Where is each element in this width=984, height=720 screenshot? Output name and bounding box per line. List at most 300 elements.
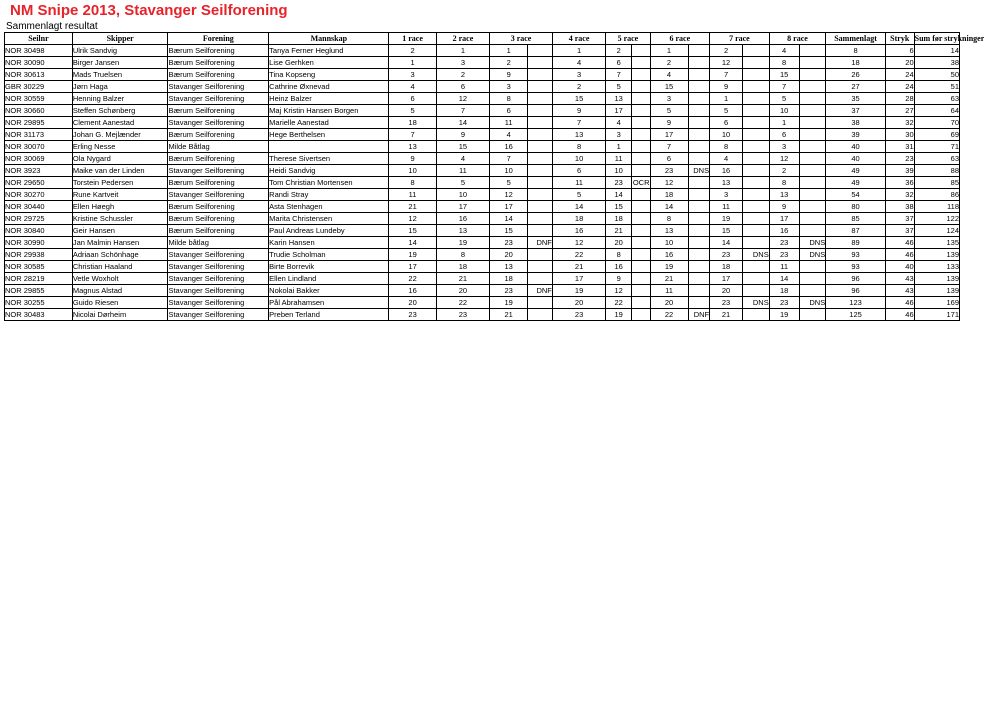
cell-race-7: 14 xyxy=(710,237,743,249)
cell-race-5-code xyxy=(632,297,651,309)
cell-sammenlagt: 39 xyxy=(826,129,886,141)
cell-race-5-code xyxy=(632,309,651,321)
cell-race-1: 11 xyxy=(389,189,436,201)
cell-race-3: 9 xyxy=(490,69,528,81)
cell-race-3-code xyxy=(528,57,553,69)
cell-race-6-code: DNF xyxy=(688,309,710,321)
cell-race-7: 11 xyxy=(710,201,743,213)
cell-forening: Milde båtlag xyxy=(168,237,269,249)
table-row xyxy=(5,129,960,141)
cell-sum-for-strykninger: 124 xyxy=(914,225,959,237)
cell-race-3-code xyxy=(528,177,553,189)
cell-race-5: 18 xyxy=(606,213,632,225)
cell-race-4: 16 xyxy=(552,225,605,237)
cell-race-2: 12 xyxy=(436,93,489,105)
cell-race-3-code xyxy=(528,81,553,93)
cell-race-4: 15 xyxy=(552,93,605,105)
cell-skipper: Christian Haaland xyxy=(72,261,168,273)
cell-race-7-code xyxy=(743,237,770,249)
cell-stryk: 40 xyxy=(885,261,914,273)
cell-race-5: 1 xyxy=(606,141,632,153)
cell-race-7-code xyxy=(743,57,770,69)
cell-race-8-code xyxy=(799,141,826,153)
cell-stryk: 37 xyxy=(885,225,914,237)
cell-race-7-code xyxy=(743,309,770,321)
cell-mannskap: Ellen Lindland xyxy=(269,273,389,285)
cell-race-6-code xyxy=(688,201,710,213)
cell-stryk: 46 xyxy=(885,297,914,309)
cell-race-4: 8 xyxy=(552,141,605,153)
cell-skipper: Magnus Alstad xyxy=(72,285,168,297)
cell-race-3-code xyxy=(528,93,553,105)
cell-sum-for-strykninger: 139 xyxy=(914,273,959,285)
cell-race-3-code xyxy=(528,273,553,285)
cell-race-6: 9 xyxy=(650,117,688,129)
cell-skipper: Henning Balzer xyxy=(72,93,168,105)
cell-race-3-code xyxy=(528,117,553,129)
cell-mannskap: Hege Berthelsen xyxy=(269,129,389,141)
cell-race-8: 23 xyxy=(769,249,799,261)
table-row xyxy=(5,309,960,321)
cell-race-7: 10 xyxy=(710,129,743,141)
cell-race-4: 18 xyxy=(552,213,605,225)
cell-forening: Stavanger Seilforening xyxy=(168,93,269,105)
col-header-sammenlagt: Sammenlagt xyxy=(826,33,886,45)
cell-race-7-code xyxy=(743,285,770,297)
cell-seilnr: NOR 29895 xyxy=(5,117,73,129)
cell-race-7: 16 xyxy=(710,165,743,177)
cell-race-7: 23 xyxy=(710,297,743,309)
cell-race-5: 22 xyxy=(606,297,632,309)
cell-race-8: 16 xyxy=(769,225,799,237)
cell-forening: Stavanger Seilforening xyxy=(168,189,269,201)
cell-race-2: 18 xyxy=(436,261,489,273)
cell-forening: Stavanger Seilforening xyxy=(168,117,269,129)
cell-race-1: 8 xyxy=(389,177,436,189)
cell-race-6: 1 xyxy=(650,45,688,57)
cell-race-8-code xyxy=(799,189,826,201)
cell-race-3: 11 xyxy=(490,117,528,129)
cell-sammenlagt: 8 xyxy=(826,45,886,57)
cell-race-1: 5 xyxy=(389,105,436,117)
cell-race-6: 10 xyxy=(650,237,688,249)
table-row xyxy=(5,297,960,309)
cell-forening: Bærum Seilforening xyxy=(168,213,269,225)
cell-race-6-code xyxy=(688,45,710,57)
table-row xyxy=(5,45,960,57)
cell-race-6-code xyxy=(688,213,710,225)
cell-race-7: 2 xyxy=(710,45,743,57)
cell-race-7: 20 xyxy=(710,285,743,297)
cell-seilnr: NOR 30070 xyxy=(5,141,73,153)
cell-race-6: 14 xyxy=(650,201,688,213)
cell-stryk: 43 xyxy=(885,285,914,297)
cell-race-2: 1 xyxy=(436,45,489,57)
cell-race-3: 7 xyxy=(490,153,528,165)
cell-race-5: 7 xyxy=(606,69,632,81)
cell-race-5: 13 xyxy=(606,93,632,105)
cell-race-1: 17 xyxy=(389,261,436,273)
cell-sum-for-strykninger: 118 xyxy=(914,201,959,213)
cell-race-2: 5 xyxy=(436,177,489,189)
cell-race-6: 11 xyxy=(650,285,688,297)
cell-race-7: 19 xyxy=(710,213,743,225)
page-subtitle: Sammenlagt resultat xyxy=(6,21,98,32)
cell-race-7-code xyxy=(743,45,770,57)
cell-sum-for-strykninger: 139 xyxy=(914,285,959,297)
cell-mannskap: Birte Borrevik xyxy=(269,261,389,273)
cell-sum-for-strykninger: 69 xyxy=(914,129,959,141)
cell-race-7: 18 xyxy=(710,261,743,273)
cell-seilnr: NOR 30270 xyxy=(5,189,73,201)
cell-race-5: 19 xyxy=(606,309,632,321)
cell-race-6: 5 xyxy=(650,105,688,117)
cell-sammenlagt: 40 xyxy=(826,141,886,153)
cell-sum-for-strykninger: 133 xyxy=(914,261,959,273)
col-header-sum-for-strykninger: Sum før strykninger xyxy=(914,34,984,43)
cell-race-5-code xyxy=(632,273,651,285)
cell-race-6-code xyxy=(688,273,710,285)
cell-race-8: 14 xyxy=(769,273,799,285)
table-row xyxy=(5,117,960,129)
cell-race-6: 6 xyxy=(650,153,688,165)
cell-sum-for-strykninger: 14 xyxy=(914,45,959,57)
cell-seilnr: NOR 30483 xyxy=(5,309,73,321)
cell-mannskap: Therese Sivertsen xyxy=(269,153,389,165)
cell-sammenlagt: 93 xyxy=(826,261,886,273)
cell-race-5-code: OCR xyxy=(632,178,650,187)
cell-race-7-code xyxy=(743,177,770,189)
cell-race-8-code xyxy=(799,225,826,237)
cell-race-5: 6 xyxy=(606,57,632,69)
cell-skipper: Geir Hansen xyxy=(72,225,168,237)
cell-forening: Bærum Seilforening xyxy=(168,57,269,69)
cell-mannskap: Tom Christian Mortensen xyxy=(269,177,389,189)
cell-race-8-code xyxy=(799,117,826,129)
cell-skipper: Mads Truelsen xyxy=(72,69,168,81)
cell-race-8: 2 xyxy=(769,165,799,177)
cell-race-4: 19 xyxy=(552,285,605,297)
cell-race-8: 15 xyxy=(769,69,799,81)
cell-race-1: 6 xyxy=(389,93,436,105)
cell-stryk: 20 xyxy=(885,57,914,69)
cell-race-7-code xyxy=(743,129,770,141)
cell-race-5: 8 xyxy=(606,249,632,261)
cell-race-3-code xyxy=(528,165,553,177)
cell-race-8-code xyxy=(799,201,826,213)
cell-race-5-code xyxy=(632,57,651,69)
cell-race-6: 16 xyxy=(650,249,688,261)
cell-race-1: 21 xyxy=(389,201,436,213)
col-header-race-5: 5 race xyxy=(606,33,650,45)
cell-sammenlagt: 96 xyxy=(826,273,886,285)
cell-race-7: 23 xyxy=(710,249,743,261)
cell-skipper: Rune Kartveit xyxy=(72,189,168,201)
cell-skipper: Ola Nygard xyxy=(72,153,168,165)
cell-race-6: 8 xyxy=(650,213,688,225)
cell-skipper: Ellen Høegh xyxy=(72,201,168,213)
cell-sum-for-strykninger: 63 xyxy=(914,153,959,165)
cell-race-1: 16 xyxy=(389,285,436,297)
cell-sammenlagt: 87 xyxy=(826,225,886,237)
cell-race-6: 3 xyxy=(650,93,688,105)
cell-race-3: 3 xyxy=(490,81,528,93)
table-row xyxy=(5,153,960,165)
cell-sum-for-strykninger: 70 xyxy=(914,117,959,129)
cell-seilnr: NOR 29855 xyxy=(5,285,73,297)
cell-race-6: 19 xyxy=(650,261,688,273)
table-row xyxy=(5,177,960,189)
cell-race-4: 10 xyxy=(552,153,605,165)
cell-sum-for-strykninger: 171 xyxy=(914,309,959,321)
cell-stryk: 36 xyxy=(885,177,914,189)
cell-forening: Milde Båtlag xyxy=(168,141,269,153)
cell-race-5-code xyxy=(632,129,651,141)
cell-race-2: 21 xyxy=(436,273,489,285)
cell-forening: Stavanger Seilforening xyxy=(168,165,269,177)
table-row xyxy=(5,141,960,153)
cell-race-5: 15 xyxy=(606,201,632,213)
cell-sammenlagt: 80 xyxy=(826,201,886,213)
cell-race-4: 20 xyxy=(552,297,605,309)
cell-race-3: 2 xyxy=(490,57,528,69)
cell-race-3: 5 xyxy=(490,177,528,189)
cell-stryk: 24 xyxy=(885,69,914,81)
cell-mannskap: Paul Andreas Lundeby xyxy=(269,225,389,237)
table-row xyxy=(5,249,960,261)
cell-seilnr: NOR 31173 xyxy=(5,129,73,141)
cell-race-6-code xyxy=(688,129,710,141)
cell-race-5: 20 xyxy=(606,237,632,249)
cell-sum-for-strykninger: 38 xyxy=(914,57,959,69)
cell-race-7-code: DNS xyxy=(743,297,770,309)
cell-mannskap: Heidi Sandvig xyxy=(269,165,389,177)
cell-sammenlagt: 35 xyxy=(826,93,886,105)
cell-sammenlagt: 123 xyxy=(826,297,886,309)
cell-race-3-code xyxy=(528,309,553,321)
cell-sammenlagt: 93 xyxy=(826,249,886,261)
cell-race-8: 4 xyxy=(769,45,799,57)
cell-race-6-code xyxy=(688,141,710,153)
cell-race-3-code: DNF xyxy=(528,237,553,249)
cell-race-7: 8 xyxy=(710,141,743,153)
cell-sum-for-strykninger: 71 xyxy=(914,141,959,153)
cell-race-5-code xyxy=(632,201,651,213)
col-header-race-3: 3 race xyxy=(490,33,553,45)
cell-race-7: 5 xyxy=(710,105,743,117)
cell-race-5-code xyxy=(632,117,651,129)
cell-race-6-code: DNS xyxy=(688,165,710,177)
cell-race-2: 10 xyxy=(436,189,489,201)
col-header-race-4: 4 race xyxy=(552,33,605,45)
cell-race-2: 2 xyxy=(436,69,489,81)
cell-race-6: 20 xyxy=(650,297,688,309)
cell-race-3-code xyxy=(528,261,553,273)
cell-race-1: 20 xyxy=(389,297,436,309)
cell-sum-for-strykninger: 64 xyxy=(914,105,959,117)
table-row xyxy=(5,57,960,69)
table-row xyxy=(5,261,960,273)
cell-race-6: 13 xyxy=(650,225,688,237)
cell-forening: Stavanger Seilforening xyxy=(168,285,269,297)
cell-race-3: 21 xyxy=(490,309,528,321)
col-header-race-1: 1 race xyxy=(389,33,436,45)
cell-sum-for-strykninger: 85 xyxy=(914,177,959,189)
cell-race-4: 13 xyxy=(552,129,605,141)
cell-race-6: 2 xyxy=(650,57,688,69)
cell-race-3: 15 xyxy=(490,225,528,237)
table-row xyxy=(5,69,960,81)
cell-race-3-code xyxy=(528,201,553,213)
cell-skipper: Adriaan Schönhage xyxy=(72,249,168,261)
cell-race-3-code xyxy=(528,105,553,117)
cell-race-3-code xyxy=(528,225,553,237)
cell-race-4: 21 xyxy=(552,261,605,273)
cell-race-3-code: DNF xyxy=(528,285,553,297)
cell-race-7-code xyxy=(743,225,770,237)
cell-race-7-code: DNS xyxy=(743,249,770,261)
cell-race-4: 23 xyxy=(552,309,605,321)
cell-race-7: 4 xyxy=(710,153,743,165)
table-row xyxy=(5,237,960,249)
cell-race-3: 18 xyxy=(490,273,528,285)
cell-seilnr: NOR 30498 xyxy=(5,45,73,57)
col-header-mannskap: Mannskap xyxy=(269,33,389,45)
cell-sammenlagt: 38 xyxy=(826,117,886,129)
cell-race-4: 2 xyxy=(552,81,605,93)
cell-race-5-code xyxy=(632,141,651,153)
cell-race-5: 9 xyxy=(606,273,632,285)
cell-stryk: 38 xyxy=(885,201,914,213)
cell-race-3: 6 xyxy=(490,105,528,117)
cell-race-5-code xyxy=(632,285,651,297)
cell-sum-for-strykninger: 88 xyxy=(914,165,959,177)
table-row xyxy=(5,105,960,117)
cell-race-7-code xyxy=(743,189,770,201)
cell-race-7: 9 xyxy=(710,81,743,93)
cell-race-7-code xyxy=(743,117,770,129)
cell-race-7-code xyxy=(743,105,770,117)
cell-race-3-code xyxy=(528,189,553,201)
table-row xyxy=(5,93,960,105)
cell-seilnr: NOR 30840 xyxy=(5,225,73,237)
cell-forening: Stavanger Seilforening xyxy=(168,273,269,285)
cell-seilnr: GBR 30229 xyxy=(5,81,73,93)
cell-forening: Bærum Seilforening xyxy=(168,225,269,237)
cell-skipper: Ulrik Sandvig xyxy=(72,45,168,57)
cell-mannskap: Cathrine Øxnevad xyxy=(269,81,389,93)
cell-mannskap xyxy=(269,141,389,153)
cell-race-1: 22 xyxy=(389,273,436,285)
cell-race-5-code xyxy=(632,69,651,81)
cell-race-8-code xyxy=(799,177,826,189)
cell-race-1: 15 xyxy=(389,225,436,237)
cell-seilnr: NOR 30440 xyxy=(5,201,73,213)
cell-race-3-code xyxy=(528,249,553,261)
cell-forening: Bærum Seilforening xyxy=(168,69,269,81)
cell-race-2: 8 xyxy=(436,249,489,261)
table-row xyxy=(5,201,960,213)
cell-forening: Bærum Seilforening xyxy=(168,105,269,117)
cell-seilnr: NOR 30990 xyxy=(5,237,73,249)
cell-mannskap: Tanya Ferner Heglund xyxy=(269,45,389,57)
cell-race-3: 12 xyxy=(490,189,528,201)
cell-race-1: 7 xyxy=(389,129,436,141)
cell-race-4: 3 xyxy=(552,69,605,81)
cell-race-5: 12 xyxy=(606,285,632,297)
cell-sum-for-strykninger: 50 xyxy=(914,69,959,81)
cell-race-7-code xyxy=(743,273,770,285)
cell-race-8-code xyxy=(799,309,826,321)
cell-race-8-code xyxy=(799,105,826,117)
cell-race-8-code xyxy=(799,165,826,177)
cell-race-8: 18 xyxy=(769,285,799,297)
cell-forening: Stavanger Seilforening xyxy=(168,309,269,321)
cell-race-3-code xyxy=(528,213,553,225)
cell-race-7: 3 xyxy=(710,189,743,201)
cell-race-8-code xyxy=(799,129,826,141)
cell-race-2: 16 xyxy=(436,213,489,225)
cell-race-2: 4 xyxy=(436,153,489,165)
results-table xyxy=(4,32,984,321)
cell-race-1: 18 xyxy=(389,117,436,129)
cell-race-8: 23 xyxy=(769,237,799,249)
cell-race-4: 22 xyxy=(552,249,605,261)
cell-forening: Bærum Seilforening xyxy=(168,177,269,189)
cell-sum-for-strykninger: 135 xyxy=(914,237,959,249)
cell-mannskap: Heinz Balzer xyxy=(269,93,389,105)
cell-race-5: 16 xyxy=(606,261,632,273)
cell-stryk: 39 xyxy=(885,165,914,177)
cell-race-5: 21 xyxy=(606,225,632,237)
cell-race-8: 8 xyxy=(769,177,799,189)
cell-race-6-code xyxy=(688,57,710,69)
cell-race-1: 1 xyxy=(389,57,436,69)
cell-seilnr: NOR 30660 xyxy=(5,105,73,117)
cell-race-8-code xyxy=(799,45,826,57)
cell-skipper: Birger Jansen xyxy=(72,57,168,69)
cell-sum-for-strykninger: 63 xyxy=(914,93,959,105)
cell-race-5-code xyxy=(632,165,651,177)
cell-race-8-code xyxy=(799,261,826,273)
cell-race-5-code xyxy=(632,189,651,201)
cell-race-3: 23 xyxy=(490,237,528,249)
cell-race-6: 7 xyxy=(650,141,688,153)
cell-skipper: Jan Malmin Hansen xyxy=(72,237,168,249)
col-header-race-7: 7 race xyxy=(710,33,770,45)
cell-stryk: 46 xyxy=(885,237,914,249)
cell-race-3: 23 xyxy=(490,285,528,297)
cell-sammenlagt: 85 xyxy=(826,213,886,225)
cell-stryk: 30 xyxy=(885,129,914,141)
cell-race-8-code xyxy=(799,93,826,105)
cell-seilnr: NOR 30069 xyxy=(5,153,73,165)
cell-sammenlagt: 125 xyxy=(826,309,886,321)
cell-race-8-code xyxy=(799,273,826,285)
cell-race-2: 13 xyxy=(436,225,489,237)
cell-stryk: 32 xyxy=(885,189,914,201)
cell-mannskap: Asta Stenhagen xyxy=(269,201,389,213)
cell-race-2: 3 xyxy=(436,57,489,69)
cell-sammenlagt: 18 xyxy=(826,57,886,69)
cell-mannskap: Tina Kopseng xyxy=(269,69,389,81)
cell-seilnr: NOR 30090 xyxy=(5,57,73,69)
cell-mannskap: Marielle Aanestad xyxy=(269,117,389,129)
cell-race-6-code xyxy=(688,297,710,309)
cell-race-1: 13 xyxy=(389,141,436,153)
cell-sum-for-strykninger: 169 xyxy=(914,297,959,309)
cell-mannskap: Randi Stray xyxy=(269,189,389,201)
